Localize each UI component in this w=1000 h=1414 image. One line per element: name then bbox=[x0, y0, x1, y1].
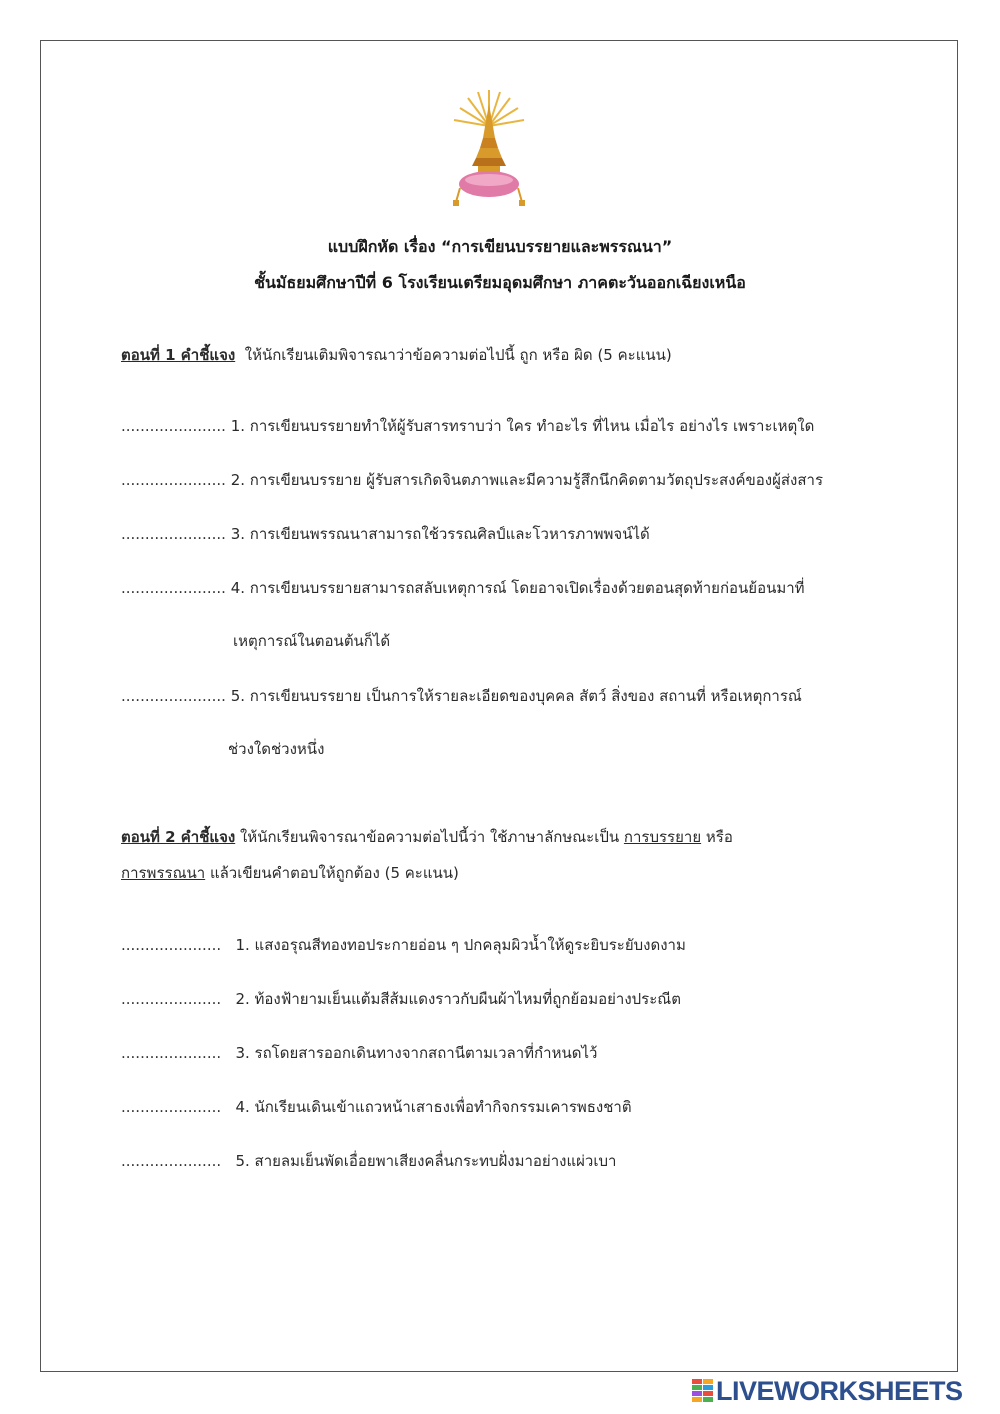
liveworksheets-logo bbox=[692, 1376, 963, 1406]
item-text: 5. การเขียนบรรยาย เป็นการให้รายละเอียดของบุคคล สัตว์ สิ่งของ สถานที่ หรือเหตุการณ์ bbox=[230, 687, 802, 705]
school-emblem-icon bbox=[448, 86, 530, 208]
part2-item-1 bbox=[121, 933, 686, 957]
item-text: 3. รถโดยสารออกเดินทางจากสถานีตามเวลาที่กำหนดไว้ bbox=[235, 1044, 598, 1062]
answer-blank[interactable]: ...................... bbox=[121, 471, 226, 489]
answer-blank[interactable]: ..................... bbox=[121, 1152, 222, 1170]
worksheet-subtitle: ชั้นมัธยมศึกษาปีที่ 6 โรงเรียนเตรียมอุดมศึกษา ภาคตะวันออกเฉียงเหนือ bbox=[254, 273, 746, 292]
part2-header bbox=[121, 825, 733, 849]
item-text: 3. การเขียนพรรณนาสามารถใช้วรรณศิลป์และโวหารภาพพจน์ได้ bbox=[230, 525, 650, 543]
part1-item-4 bbox=[121, 576, 805, 600]
answer-blank[interactable]: ...................... bbox=[121, 687, 226, 705]
answer-blank[interactable]: ..................... bbox=[121, 1044, 222, 1062]
part2-heading: ตอนที่ 2 คำชี้แจง bbox=[121, 828, 236, 846]
answer-blank[interactable]: ...................... bbox=[121, 525, 226, 543]
part2-item-3 bbox=[121, 1041, 597, 1065]
answer-blank[interactable]: ..................... bbox=[121, 936, 222, 954]
answer-blank[interactable]: ..................... bbox=[121, 990, 222, 1008]
item-text: 1. การเขียนบรรยายทำให้ผู้รับสารทราบว่า ใคร ทำอะไร ที่ไหน เมื่อไร อย่างไร เพราะเหตุใด bbox=[230, 417, 815, 435]
part2-item-5 bbox=[121, 1149, 616, 1173]
part1-heading: ตอนที่ 1 คำชี้แจง bbox=[121, 346, 236, 364]
item-text: 2. การเขียนบรรยาย ผู้รับสารเกิดจินตภาพและมีความรู้สึกนึกคิดตามวัตถุประสงค์ของผู้ส่งสาร bbox=[230, 471, 824, 489]
part1-item-4-continued: เหตุการณ์ในตอนต้นก็ได้ bbox=[233, 632, 391, 650]
part1-item-2 bbox=[121, 468, 823, 492]
answer-blank[interactable]: ..................... bbox=[121, 1098, 222, 1116]
item-text: 2. ท้องฟ้ายามเย็นแต้มสีส้มแดงราวกับผืนผ้าไหมที่ถูกย้อมอย่างประณีต bbox=[235, 990, 681, 1008]
part1-instruction: ให้นักเรียนเติมพิจารณาว่าข้อความต่อไปนี้ ถูก หรือ ผิด (5 คะแนน) bbox=[244, 346, 672, 364]
part1-item-1 bbox=[121, 414, 814, 438]
item-text: 4. การเขียนบรรยายสามารถสลับเหตุการณ์ โดยอาจเปิดเรื่องด้วยตอนสุดท้ายก่อนย้อนมาที่ bbox=[230, 579, 805, 597]
part2-instruction-end: แล้วเขียนคำตอบให้ถูกต้อง (5 คะแนน) bbox=[209, 864, 459, 882]
option-narration: การบรรยาย bbox=[623, 828, 702, 846]
part1-header bbox=[121, 343, 672, 367]
part2-instruction: ให้นักเรียนพิจารณาข้อความต่อไปนี้ว่า ใช้ภาษาลักษณะเป็น bbox=[239, 828, 620, 846]
part1-item-5-continued: ช่วงใดช่วงหนึ่ง bbox=[228, 740, 325, 758]
item-text: 1. แสงอรุณสีทองทอประกายอ่อน ๆ ปกคลุมผิวน้ำให้ดูระยิบระยับงดงาม bbox=[235, 936, 686, 954]
or-text: หรือ bbox=[705, 828, 733, 846]
part2-header-continued bbox=[121, 861, 459, 885]
option-description: การพรรณนา bbox=[121, 864, 206, 882]
liveworksheets-icon bbox=[692, 1379, 714, 1403]
answer-blank[interactable]: ...................... bbox=[121, 417, 226, 435]
part2-item-4 bbox=[121, 1095, 632, 1119]
worksheet-title: แบบฝึกหัด เรื่อง “การเขียนบรรยายและพรรณนา” bbox=[327, 237, 673, 256]
item-text: 4. นักเรียนเดินเข้าแถวหน้าเสาธงเพื่อทำกิจกรรมเคารพธงชาติ bbox=[235, 1098, 632, 1116]
liveworksheets-brand: LIVEWORKSHEETS bbox=[716, 1375, 963, 1406]
part2-item-2 bbox=[121, 987, 681, 1011]
answer-blank[interactable]: ...................... bbox=[121, 579, 226, 597]
part1-item-3 bbox=[121, 522, 650, 546]
part1-item-5 bbox=[121, 684, 802, 708]
item-text: 5. สายลมเย็นพัดเอื่อยพาเสียงคลื่นกระทบฝั่งมาอย่างแผ่วเบา bbox=[235, 1152, 617, 1170]
